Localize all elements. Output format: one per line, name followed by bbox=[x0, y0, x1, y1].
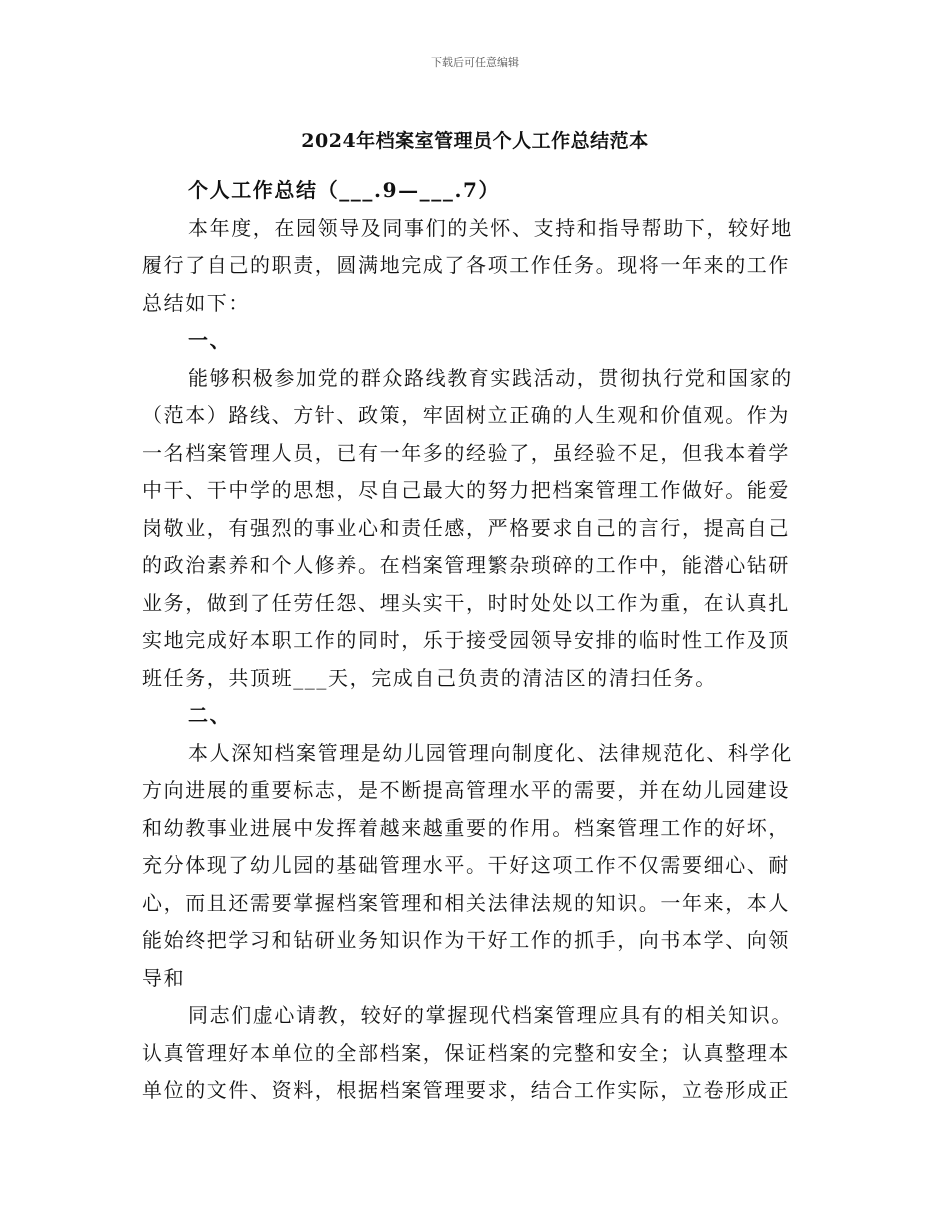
body-line: 导和 bbox=[142, 965, 186, 990]
body-line: 和幼教事业进展中发挥着越来越重要的作用。档案管理工作的好坏， bbox=[142, 815, 790, 840]
page-header-note: 下载后可任意编辑 bbox=[431, 56, 519, 69]
document-title: 2024年档案室管理员个人工作总结范本 bbox=[301, 130, 649, 152]
body-line: 本年度，在园领导及同事们的关怀、支持和指导帮助下，较好地 bbox=[188, 215, 793, 240]
body-line: 本人深知档案管理是幼儿园管理向制度化、法律规范化、科学化 bbox=[188, 740, 793, 765]
body-line: 的政治素养和个人修养。在档案管理繁杂琐碎的工作中，能潜心钻研 bbox=[142, 553, 790, 577]
body-line: 充分体现了幼儿园的基础管理水平。干好这项工作不仅需要细心、耐 bbox=[142, 853, 790, 877]
body-line: 总结如下： bbox=[142, 290, 250, 315]
body-line: 一名档案管理人员，已有一年多的经验了，虽经验不足，但我本着学 bbox=[142, 440, 790, 465]
section-heading: 个人工作总结（___.9—___.7） bbox=[188, 178, 501, 202]
body-line: （范本）路线、方针、政策，牢固树立正确的人生观和价值观。作为 bbox=[142, 403, 790, 427]
body-line: 同志们虚心请教，较好的掌握现代档案管理应具有的相关知识。 bbox=[188, 1003, 793, 1027]
body-line: 心，而且还需要掌握档案管理和相关法律法规的知识。一年来，本人 bbox=[142, 890, 790, 915]
body-line: 履行了自己的职责，圆满地完成了各项工作任务。现将一年来的工作 bbox=[142, 253, 790, 277]
body-line: 认真管理好本单位的全部档案，保证档案的完整和安全；认真整理本 bbox=[142, 1040, 790, 1065]
section-heading: 一、 bbox=[188, 328, 232, 352]
document-body bbox=[142, 172, 810, 1110]
body-line: 岗敬业，有强烈的事业心和责任感，严格要求自己的言行，提高自己 bbox=[142, 515, 790, 540]
body-line: 单位的文件、资料，根据档案管理要求，结合工作实际，立卷形成正 bbox=[142, 1078, 790, 1102]
body-line: 中干、干中学的思想，尽自己最大的努力把档案管理工作做好。能爱 bbox=[142, 478, 790, 502]
section-heading: 二、 bbox=[188, 703, 232, 727]
body-line: 班任务，共顶班___天，完成自己负责的清洁区的清扫任务。 bbox=[142, 665, 717, 690]
body-line: 业务，做到了任劳任怨、埋头实干，时时处处以工作为重，在认真扎 bbox=[142, 590, 790, 615]
body-line: 方向进展的重要标志，是不断提高管理水平的需要，并在幼儿园建设 bbox=[142, 778, 790, 802]
body-line: 能够积极参加党的群众路线教育实践活动，贯彻执行党和国家的 bbox=[188, 365, 793, 390]
body-line: 能始终把学习和钻研业务知识作为干好工作的抓手，向书本学、向领 bbox=[142, 928, 790, 952]
body-line: 实地完成好本职工作的同时，乐于接受园领导安排的临时性工作及顶 bbox=[142, 628, 790, 652]
